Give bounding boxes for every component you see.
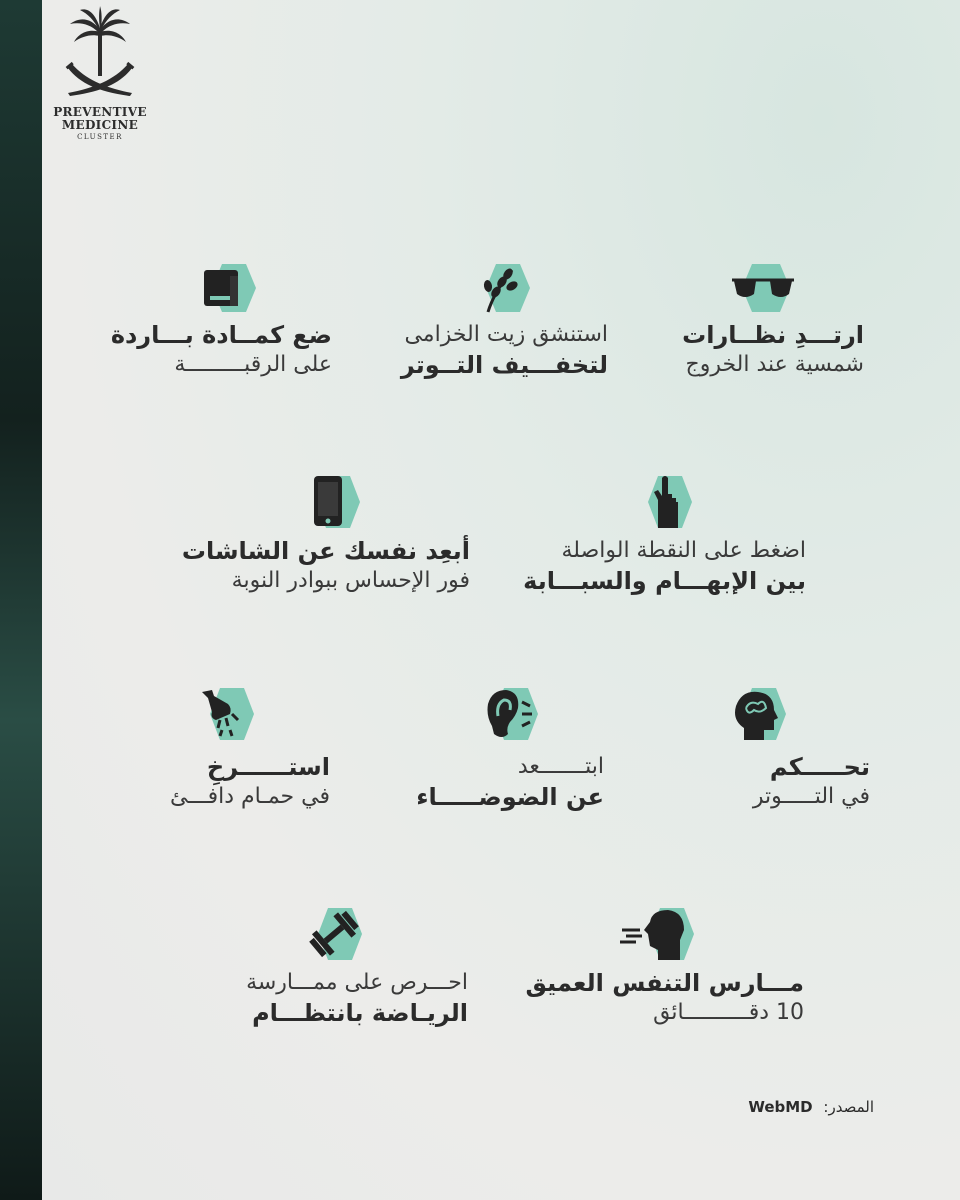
source-value: WebMD <box>748 1098 813 1116</box>
ear-icon <box>482 686 542 738</box>
tip-line-1: ابتـــــــعد <box>517 754 604 779</box>
tip-line-2: في حمـام دافـــئ <box>169 784 330 809</box>
tip-acupressure <box>523 536 806 596</box>
tip-line-1: ضع كمــادة بـــاردة <box>110 321 332 349</box>
logo-line-1: PREVENTIVE <box>53 105 147 119</box>
tip-line-1: احـــرص على ممـــارسة <box>246 970 468 995</box>
phone-icon <box>304 474 364 526</box>
lavender-icon <box>474 262 534 314</box>
tip-relax <box>170 752 330 812</box>
source-credit <box>748 1098 874 1116</box>
sunglasses-icon <box>738 262 798 314</box>
breathing-head-icon <box>638 906 698 958</box>
tip-line-1: استنشق زيت الخزامى <box>404 322 608 347</box>
logo-line-2: MEDICINE <box>61 118 139 132</box>
background <box>42 0 960 1200</box>
tip-line-2: الريـاضة بانتظـــام <box>252 999 468 1027</box>
logo-line-3: CLUSTER <box>77 133 123 141</box>
tip-line-2: عن الضوضـــــاء <box>416 783 604 811</box>
tip-line-2: في التـــــوتر <box>752 784 870 809</box>
tip-lavender <box>401 320 608 380</box>
towel-icon <box>200 262 260 314</box>
tip-line-1: تحـــــكم <box>769 753 870 781</box>
tip-line-2: بين الإبهـــام والسبـــابة <box>523 567 806 595</box>
tip-line-2: على الرقبـــــــــة <box>174 352 332 377</box>
tip-screens <box>182 536 470 596</box>
left-decorative-strip <box>0 0 42 1200</box>
dumbbell-icon <box>306 906 366 958</box>
tip-deep-breathing <box>526 968 804 1028</box>
tip-line-2: 10 دقــــــــــائق <box>653 1000 804 1025</box>
tip-line-1: أبعِد نفسك عن الشاشات <box>181 537 470 565</box>
source-label: المصدر: <box>823 1098 874 1116</box>
tip-line-1: اضغط على النقطة الواصلة <box>561 538 806 563</box>
logo <box>50 6 150 141</box>
tip-sunglasses <box>682 320 864 380</box>
tip-line-1: استــــــرخِ <box>206 753 330 781</box>
tip-line-1: مـــارس التنفس العميق <box>525 969 804 997</box>
brain-head-icon <box>730 686 790 738</box>
tip-cold-compress <box>111 320 332 380</box>
tip-line-2: شمسية عند الخروج <box>685 352 864 377</box>
tip-avoid-noise <box>416 752 604 812</box>
tip-exercise <box>246 968 468 1028</box>
tip-line-1: ارتـــدِ نظــارات <box>682 321 864 349</box>
tip-line-2: لتخفـــيف التــوتر <box>400 351 608 379</box>
tip-stress-control <box>753 752 870 812</box>
tip-line-2: فور الإحساس ببوادر النوبة <box>231 568 470 593</box>
palm-swords-emblem-icon <box>60 6 140 106</box>
hand-icon <box>636 474 696 526</box>
shower-icon <box>198 686 258 738</box>
